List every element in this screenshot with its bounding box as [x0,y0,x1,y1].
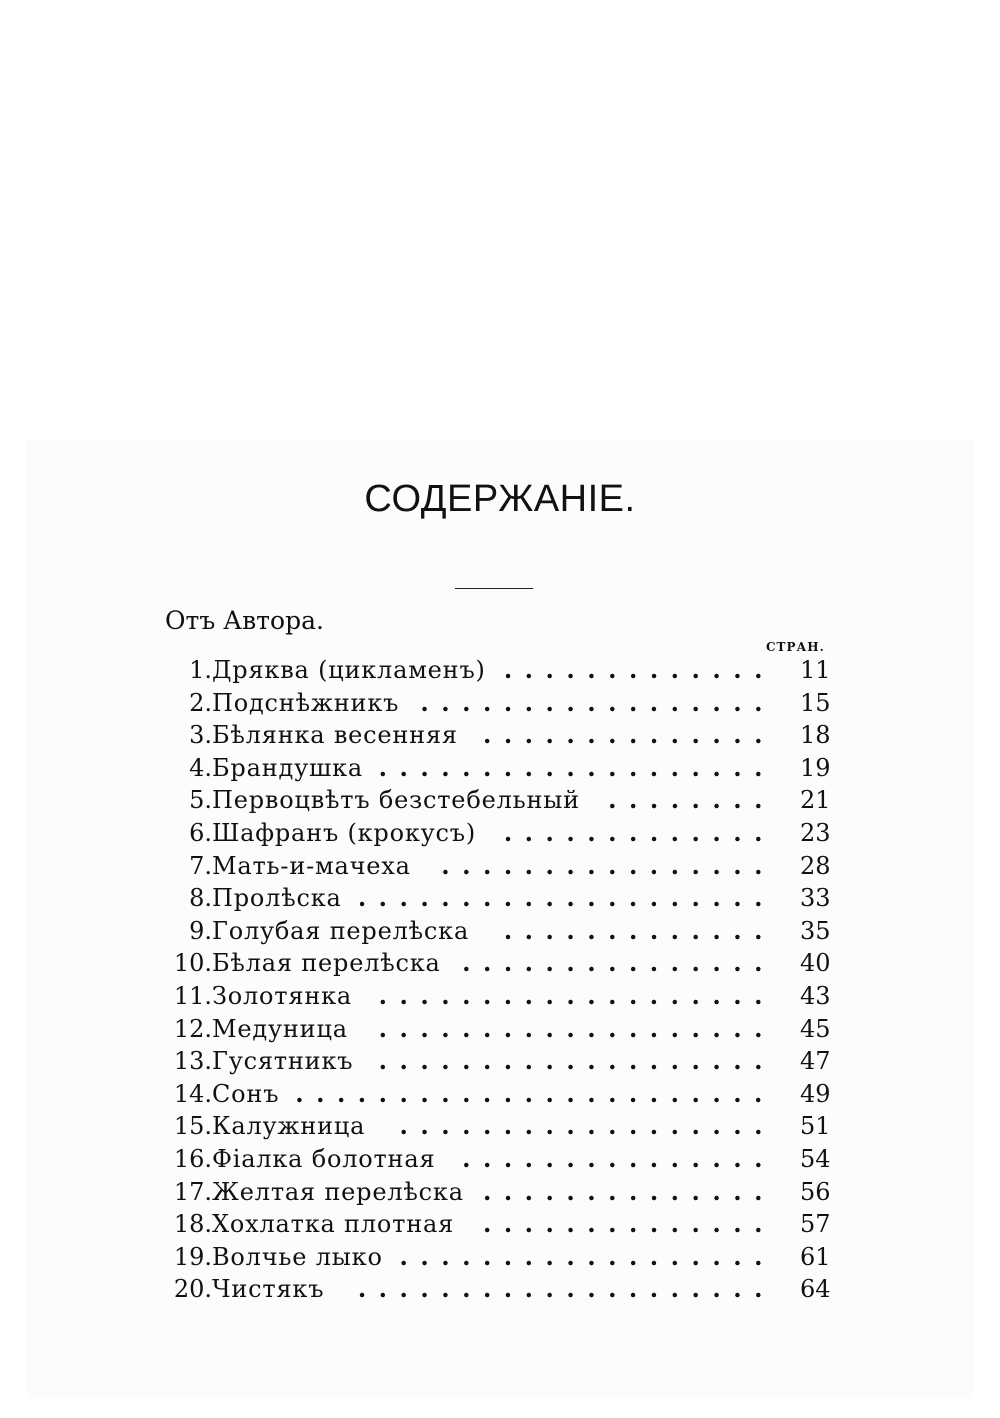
dot-leader: ................... [378,1013,775,1043]
toc-entry-page: 11 [800,656,831,684]
dot-leader: .............. [482,720,775,750]
dot-leader: ................... [378,1046,775,1076]
toc-entry-number: 13. [173,1047,212,1076]
dot-leader: .............. [482,1209,775,1239]
toc-entry-number: 19. [173,1242,212,1271]
toc-entry-title: Сонъ [212,1079,280,1108]
toc-entry-page: 18 [800,721,831,750]
preface-entry: Отъ Автора. [165,606,324,635]
toc-entry-title: Первоцвѣтъ безстебельный [212,786,580,815]
toc-entry-page: 28 [800,851,831,880]
toc-entry-title: Мать-и-мачеха [212,851,411,880]
toc-entry [160,1078,840,1111]
toc-entry-page: 35 [800,916,831,945]
toc-entry-title: Подснѣжникъ [212,688,400,717]
toc-entry [160,1110,840,1143]
toc-entry-title: Бѣлая перелѣска [212,949,441,978]
dot-leader: ................... [378,980,775,1010]
dot-leader: ................. [420,687,775,717]
toc-entry [160,1013,840,1046]
dot-leader: .................. [399,1111,775,1141]
toc-entry [160,1208,840,1241]
toc-entry-title: Пролѣска [212,884,342,913]
dot-leader: ................ [441,850,775,880]
toc-entry [160,687,840,720]
toc-entry-number: 20. [173,1275,212,1304]
dot-leader: .............. [482,1176,775,1206]
toc-entry [160,1143,840,1176]
toc-entry-number: 17. [173,1177,212,1206]
toc-entry-title: Фіалка болотная [212,1144,436,1173]
toc-entry-number: 5. [189,786,212,815]
toc-entry-page: 45 [800,1014,831,1043]
dot-leader: .................... [357,883,775,913]
dot-leader: .................... [357,1274,775,1304]
toc-entry-number: 7. [189,851,212,880]
toc-entry-title: Чистякъ [212,1275,325,1304]
toc-entry-page: 33 [800,884,831,913]
toc-entry-page: 64 [800,1275,831,1304]
dot-leader: ........ [608,785,775,815]
toc-entry-title: Волчье лыко [212,1242,383,1271]
toc-entry-number: 3. [189,721,212,750]
toc-entry-number: 11. [173,981,212,1010]
toc-entry [160,784,840,817]
toc-entry-page: 40 [800,949,831,978]
toc-entry-page: 15 [800,688,831,717]
title-divider [455,588,533,589]
dot-leader: ................... [378,752,775,782]
toc-entry-title: Калужница [212,1112,366,1141]
dot-leader: ............. [503,655,775,684]
toc-entry-page: 23 [800,818,831,847]
toc-entry-page: 49 [800,1079,831,1108]
toc-entry-page: 19 [800,753,831,782]
toc-entry [160,1176,840,1209]
toc-entry [160,817,840,850]
toc-entry-title: Золотянка [212,981,353,1010]
toc-entry-number: 18. [173,1210,212,1239]
toc-entry-page: 21 [800,786,831,815]
toc-entry-title: Хохлатка плотная [212,1210,455,1239]
dot-leader: ............. [503,915,775,945]
toc-entry-title: Желтая перелѣска [212,1177,464,1206]
toc-entry-title: Бѣлянка весенняя [212,721,458,750]
toc-entry-title: Медуница [212,1014,348,1043]
toc-entry [160,752,840,785]
toc-entry-page: 61 [800,1242,831,1271]
toc-entry-number: 2. [189,688,212,717]
toc-entry-page: 57 [800,1210,831,1239]
toc-entry-number: 15. [173,1112,212,1141]
toc-entry [160,654,840,687]
toc-entry-title: Шафранъ (крокусъ) [212,818,477,847]
toc-entry-number: 10. [173,949,212,978]
toc-entry [160,980,840,1013]
table-of-contents [160,654,840,1306]
toc-entry-number: 4. [189,753,212,782]
toc-entry-number: 6. [189,818,212,847]
page-title: СОДЕРЖАНІЕ. [364,478,636,520]
toc-entry-page: 56 [800,1177,831,1206]
toc-entry-title: Дряква (цикламенъ) [212,656,486,684]
toc-entry-title: Голубая перелѣска [212,916,470,945]
dot-leader: ....................... [295,1078,775,1108]
dot-leader: ............... [462,1143,775,1173]
toc-entry-number: 8. [189,884,212,913]
toc-entry [160,947,840,980]
toc-entry [160,850,840,883]
toc-entry [160,1045,840,1078]
toc-entry-number: 16. [173,1144,212,1173]
toc-entry-number: 12. [173,1014,212,1043]
toc-entry-page: 51 [800,1112,831,1141]
toc-entry [160,915,840,948]
toc-entry [160,1241,840,1274]
dot-leader: .................. [399,1241,775,1271]
toc-entry-page: 54 [800,1144,831,1173]
toc-entry-number: 9. [189,916,212,945]
toc-entry [160,719,840,752]
toc-entry-page: 47 [800,1047,831,1076]
dot-leader: ............... [462,948,775,978]
toc-entry [160,882,840,915]
toc-entry-number: 1. [189,656,212,684]
toc-entry-title: Брандушка [212,753,364,782]
toc-entry [160,1273,840,1306]
toc-entry-title: Гусятникъ [212,1047,354,1076]
toc-entry-number: 14. [173,1079,212,1108]
dot-leader: ............. [503,817,775,847]
toc-entry-page: 43 [800,981,831,1010]
page-column-heading: СТРАН. [766,640,825,654]
